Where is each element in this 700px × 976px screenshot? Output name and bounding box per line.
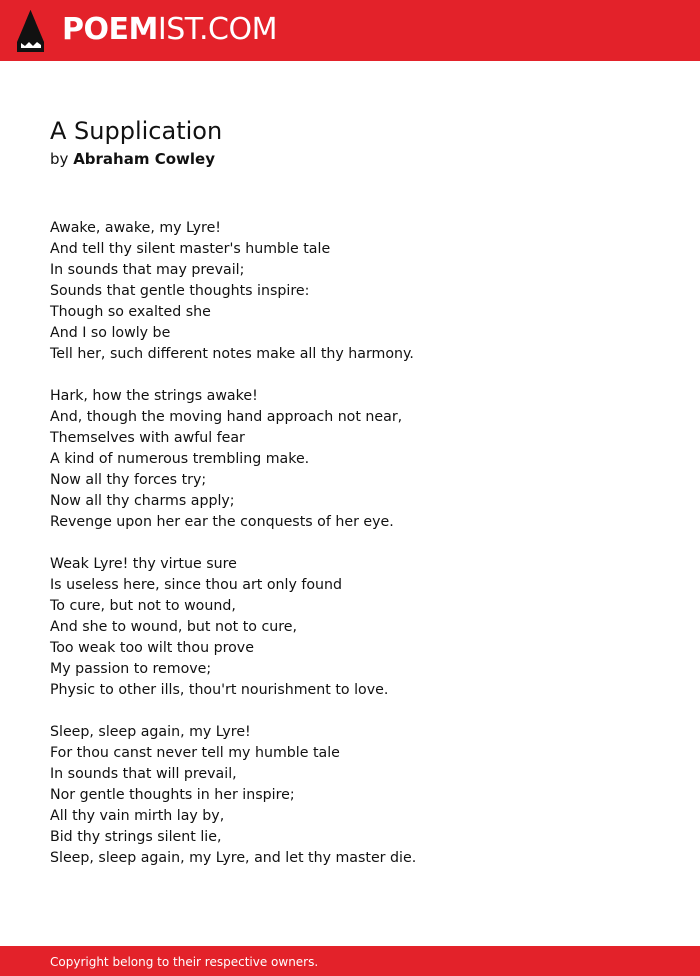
site-logo-bold: POEM xyxy=(62,12,158,47)
poem-line: And I so lowly be xyxy=(50,325,171,341)
poem-line: And tell thy silent master's humble tale xyxy=(50,241,331,257)
poem-line: Is useless here, since thou art only found xyxy=(50,577,343,593)
poem-line: And, though the moving hand approach not near, xyxy=(50,409,403,425)
poem-title: A Supplication xyxy=(50,117,223,145)
poem-line: In sounds that will prevail, xyxy=(50,766,237,782)
site-footer xyxy=(0,946,700,976)
footer-copyright: Copyright belong to their respective owners. xyxy=(50,955,319,969)
poem-line: Tell her, such different notes make all thy harmony. xyxy=(50,346,414,362)
poem-line: Sounds that gentle thoughts inspire: xyxy=(50,283,310,299)
poem-stanza xyxy=(50,218,670,365)
pencil-tip-icon[interactable] xyxy=(17,10,44,52)
poem-line: In sounds that may prevail; xyxy=(50,262,245,278)
poem-line: A kind of numerous trembling make. xyxy=(50,451,310,467)
poem-line: Sleep, sleep again, my Lyre, and let thy master die. xyxy=(50,850,417,866)
poem-line: Physic to other ills, thou'rt nourishment to love. xyxy=(50,682,389,698)
poem-stanza xyxy=(50,554,670,701)
poem-line: All thy vain mirth lay by, xyxy=(50,808,225,824)
poem-stanza xyxy=(50,722,670,869)
poem-line: Though so exalted she xyxy=(50,304,211,320)
poem-line: Themselves with awful fear xyxy=(50,430,245,446)
poem-line: My passion to remove; xyxy=(50,661,212,677)
site-logo-light: IST.COM xyxy=(157,12,277,47)
site-logo[interactable] xyxy=(62,12,277,48)
poem-line: Revenge upon her ear the conquests of her eye. xyxy=(50,514,394,530)
poem-line: Sleep, sleep again, my Lyre! xyxy=(50,724,251,740)
poem-line: Weak Lyre! thy virtue sure xyxy=(50,556,237,572)
poem-author: Abraham Cowley xyxy=(73,150,215,168)
poem-line: Awake, awake, my Lyre! xyxy=(50,220,221,236)
by-label: by xyxy=(50,150,69,168)
poem-line: Now all thy forces try; xyxy=(50,472,207,488)
poem-body xyxy=(50,218,670,890)
poem-stanza xyxy=(50,386,670,533)
poem-line: Nor gentle thoughts in her inspire; xyxy=(50,787,295,803)
poem-line: Too weak too wilt thou prove xyxy=(50,640,254,656)
poem-line: Hark, how the strings awake! xyxy=(50,388,258,404)
poem-line: Now all thy charms apply; xyxy=(50,493,235,509)
poem-byline xyxy=(50,149,215,169)
poem-line: And she to wound, but not to cure, xyxy=(50,619,297,635)
poem-line: Bid thy strings silent lie, xyxy=(50,829,222,845)
poem-line: To cure, but not to wound, xyxy=(50,598,236,614)
site-header xyxy=(0,0,700,61)
poem-line: For thou canst never tell my humble tale xyxy=(50,745,340,761)
